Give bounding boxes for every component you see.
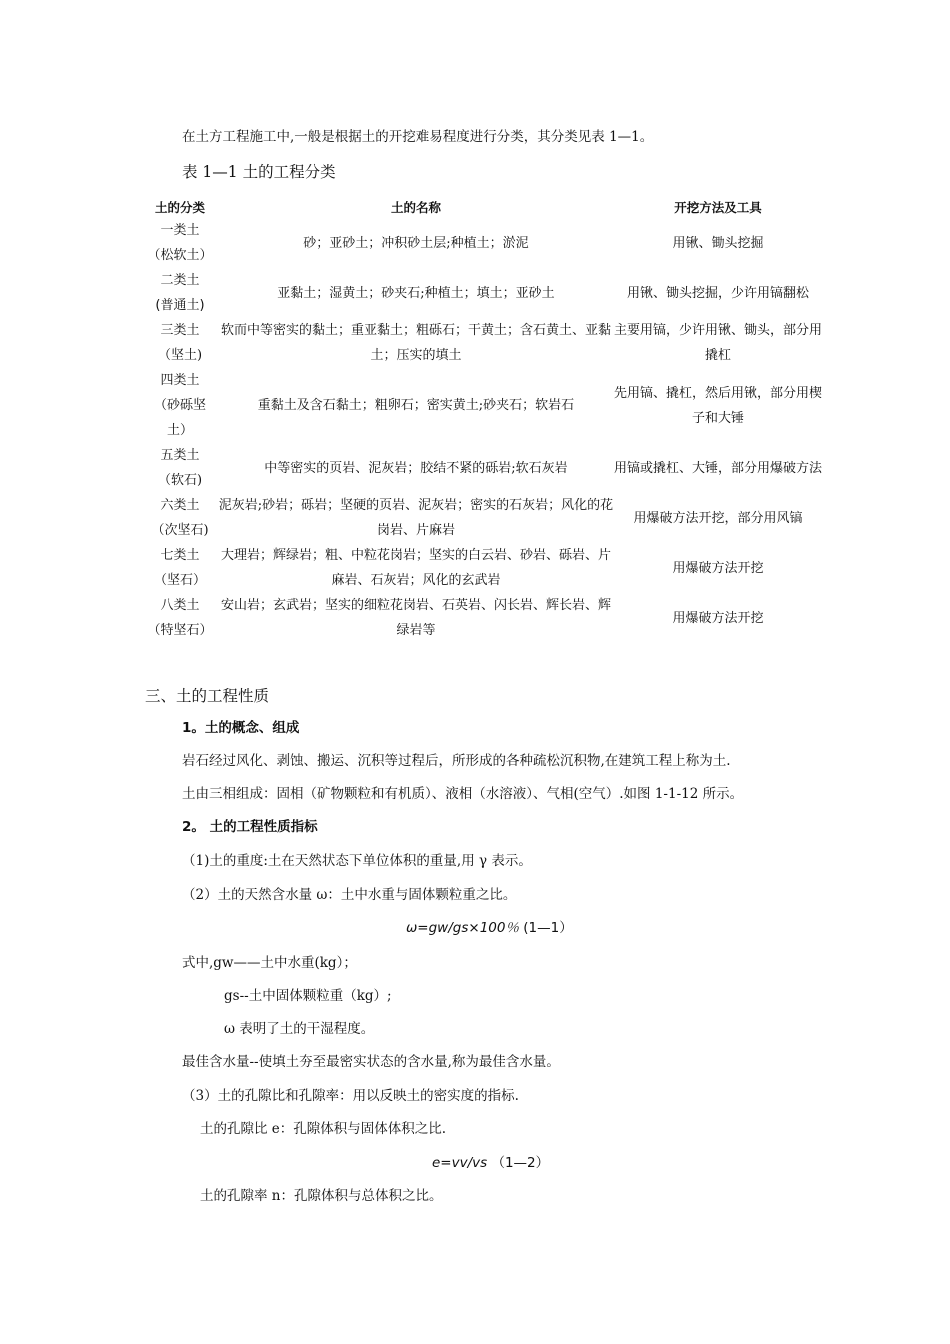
- row-class-cell: 八类土 （特坚石）: [147, 598, 213, 638]
- item-water-content: （2）土的天然含水量 ω：土中水重与固体颗粒重之比。: [182, 887, 517, 903]
- subsection-title-indicators: 2。 土的工程性质指标: [182, 819, 318, 835]
- table-caption: 表 1—1 土的工程分类: [182, 163, 336, 181]
- table-row: [142, 268, 822, 318]
- row-name-cell: 泥灰岩;砂岩；砾岩；坚硬的页岩、泥灰岩；密实的石灰岩；风化的花岗岩、片麻岩: [218, 498, 614, 538]
- formula-1-1: [406, 918, 573, 938]
- row-name-cell: 重黏土及含石黏土；粗卵石；密实黄土;砂夹石；软岩石: [257, 398, 575, 413]
- soil-classification-table: [142, 196, 822, 643]
- row-method-cell: 用爆破方法开挖: [672, 560, 764, 576]
- row-class-cell: 一类土 （松软土）: [147, 223, 213, 263]
- where-gw: 式中,gw——土中水重(kg）；: [182, 955, 357, 971]
- table-header-row: [142, 196, 822, 218]
- row-class-cell: 六类土 （次坚石): [151, 498, 209, 538]
- row-name-cell: 安山岩；玄武岩；坚实的细粒花岗岩、石英岩、闪长岩、辉长岩、辉绿岩等: [220, 598, 611, 638]
- table-row: [142, 218, 822, 268]
- row-method-cell: 先用镐、撬杠，然后用锹，部分用楔子和大锤: [614, 385, 823, 426]
- row-class-cell: 三类土 （坚土): [157, 323, 203, 363]
- row-method-cell: 用爆破方法开挖: [672, 610, 764, 626]
- row-name-cell: 砂；亚砂土；冲积砂土层;种植土；淤泥: [303, 235, 529, 251]
- row-class-cell: 七类土 （坚石）: [153, 548, 206, 588]
- intro-paragraph: 在土方工程施工中,一般是根据土的开挖难易程度进行分类，其分类见表 1—1。: [182, 129, 654, 145]
- formula-1-2-expression: e=vv/vs: [432, 1155, 488, 1171]
- formula-1-2: [432, 1153, 549, 1173]
- section-title: 三、土的工程性质: [145, 687, 270, 705]
- row-method-cell: 用镐或撬杠、大锤，部分用爆破方法: [614, 460, 823, 476]
- formula-1-1-number: (1—1）: [523, 920, 573, 936]
- definition-void-ratio: 土的孔隙比 e：孔隙体积与固体体积之比.: [200, 1121, 447, 1137]
- row-class-cell: 五类土 （软石): [157, 448, 203, 488]
- table-row: [142, 318, 822, 368]
- row-name-cell: 中等密实的页岩、泥灰岩；胶结不紧的砾岩;软石灰岩: [264, 460, 568, 476]
- row-method-cell: 用爆破方法开挖，部分用风镐: [633, 510, 803, 526]
- where-gs: gs--土中固体颗粒重（kg）;: [224, 988, 392, 1004]
- row-name-cell: 亚黏土；湿黄土；砂夹石;种植土；填土；亚砂土: [277, 285, 555, 301]
- formula-1-2-number: （1—2）: [491, 1155, 550, 1171]
- table-row: [142, 493, 822, 543]
- paragraph-optimum-water: 最佳含水量--使填土夯至最密实状态的含水量,称为最佳含水量。: [182, 1054, 560, 1070]
- table-row: [142, 443, 822, 493]
- row-class-cell: 二类土 (普通土): [155, 273, 205, 313]
- paragraph-soil-definition: 岩石经过风化、剥蚀、搬运、沉积等过程后，所形成的各种疏松沉积物,在建筑工程上称为土.: [182, 753, 731, 769]
- table-row: [142, 593, 822, 643]
- row-method-cell: 主要用镐，少许用锹、锄头，部分用撬杠: [614, 323, 823, 363]
- formula-1-1-expression: ω=gw/gs×100％: [406, 920, 519, 936]
- header-name: 土的名称: [390, 200, 441, 215]
- where-omega: ω 表明了土的干湿程度。: [224, 1021, 375, 1037]
- row-method-cell: 用锹、锄头挖掘: [672, 235, 764, 251]
- row-method-cell: 用锹、锄头挖掘，少许用镐翻松: [626, 285, 809, 301]
- item-void-ratio: （3）土的孔隙比和孔隙率：用以反映土的密实度的指标.: [182, 1088, 519, 1104]
- subsection-title-concept: 1。土的概念、组成: [182, 720, 300, 736]
- row-class-cell: 四类土 （砂砾坚土）: [153, 373, 206, 438]
- header-method: 开挖方法及工具: [674, 200, 762, 215]
- row-name-cell: 大理岩；辉绿岩；粗、中粒花岗岩；坚实的白云岩、砂岩、砾岩、片麻岩、石灰岩；风化的玄武岩: [220, 548, 611, 588]
- definition-porosity: 土的孔隙率 n：孔隙体积与总体积之比。: [200, 1188, 443, 1204]
- header-class: 土的分类: [154, 200, 205, 215]
- table-row: [142, 368, 822, 443]
- item-unit-weight: （1)土的重度:土在天然状态下单位体积的重量,用 γ 表示。: [182, 853, 532, 869]
- paragraph-three-phases: 土由三相组成：固相（矿物颗粒和有机质）、液相（水溶液）、气相(空气）.如图 1-1-12 所示。: [182, 786, 744, 802]
- table-row: [142, 543, 822, 593]
- row-name-cell: 软而中等密实的黏土；重亚黏土；粗砾石；干黄土；含石黄土、亚黏土；压实的填土: [220, 323, 611, 363]
